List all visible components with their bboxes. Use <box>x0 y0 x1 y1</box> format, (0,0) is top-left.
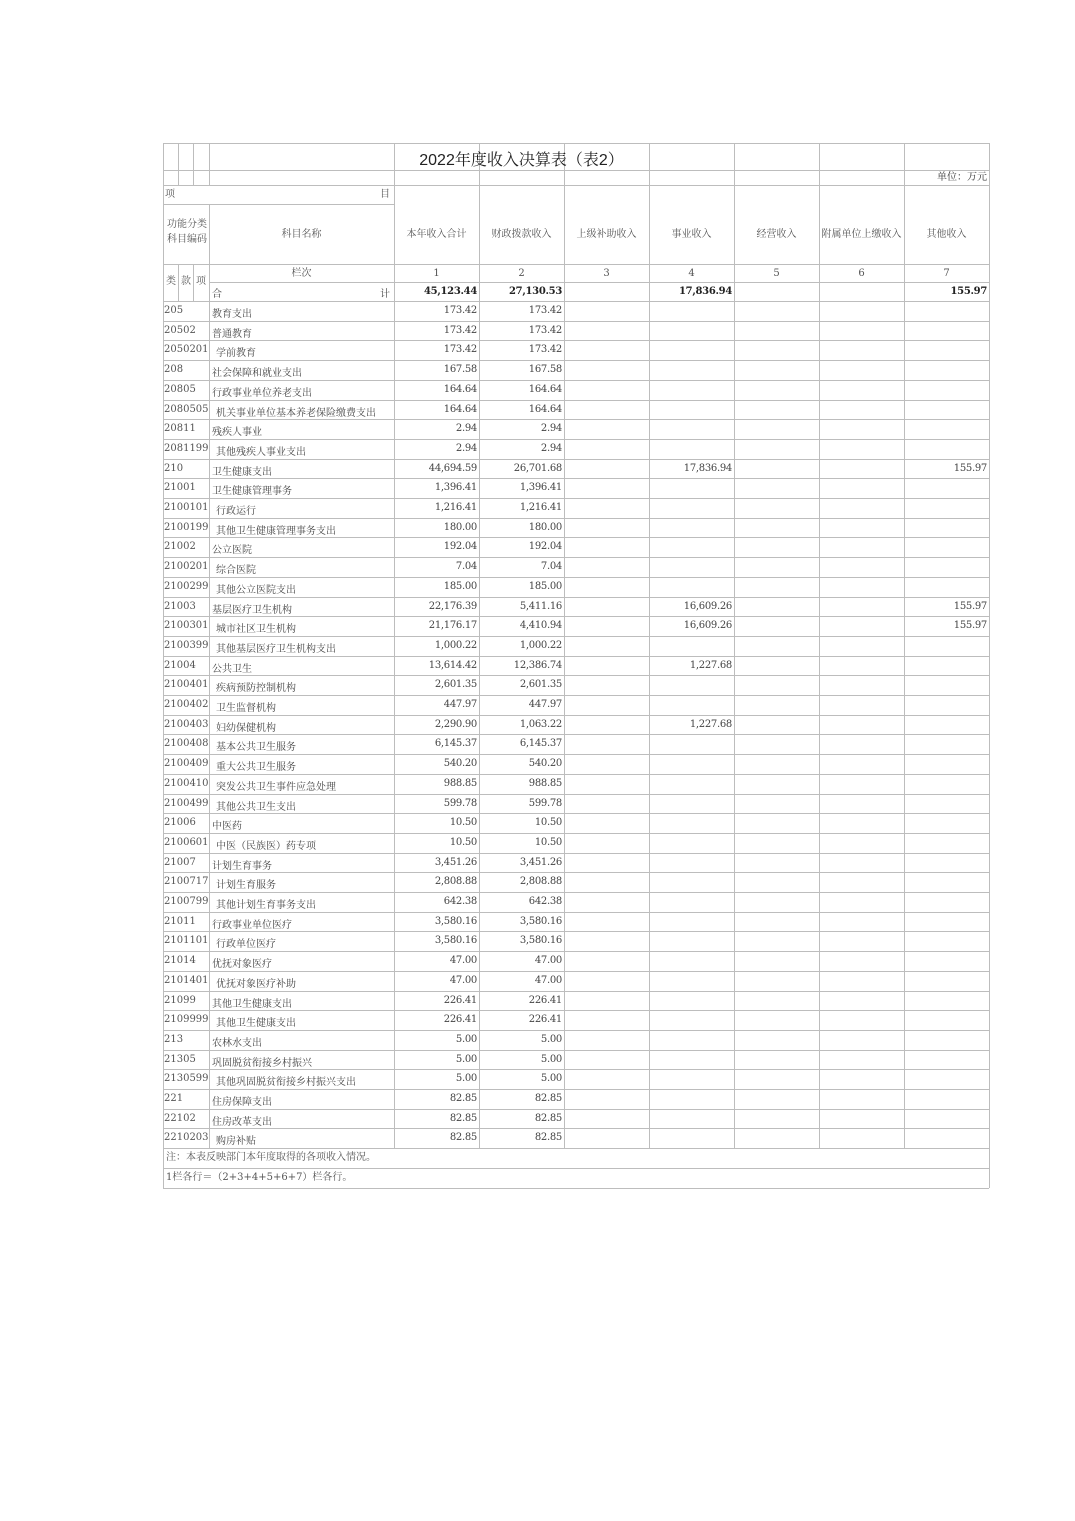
row-value: 3,580.16 <box>519 915 562 927</box>
grid-line <box>163 991 989 992</box>
row-code: 210 <box>164 462 184 474</box>
row-name: 基层医疗卫生机构 <box>212 604 292 616</box>
row-name: 残疾人事业 <box>212 427 262 439</box>
row-value: 642.38 <box>528 896 562 907</box>
grid-line <box>163 185 989 186</box>
row-code: 21007 <box>164 856 196 868</box>
row-value: 2.94 <box>540 442 562 454</box>
row-code: 21305 <box>164 1053 196 1065</box>
row-value: 2.94 <box>455 442 477 454</box>
row-value: 47.00 <box>534 955 562 967</box>
row-value: 1,216.41 <box>519 502 562 513</box>
grid-line <box>163 715 989 716</box>
row-value: 988.85 <box>443 777 477 789</box>
column-number-7: 7 <box>943 268 950 279</box>
row-value: 1,000.22 <box>519 639 562 651</box>
row-value: 7.04 <box>540 561 562 573</box>
grid-line <box>163 971 989 972</box>
total-value-4: 17,836.94 <box>679 286 732 297</box>
row-name: 妇幼保健机构 <box>216 722 276 734</box>
grid-line <box>163 143 989 144</box>
row-value: 180.00 <box>443 521 477 533</box>
row-code: 2100717 <box>164 876 209 888</box>
note-2: 1栏各行＝（2+3+4+5+6+7）栏各行。 <box>166 1172 353 1184</box>
row-value: 13,614.42 <box>428 659 477 671</box>
row-name: 优抚对象医疗 <box>212 959 272 971</box>
row-value: 16,609.26 <box>683 620 732 632</box>
row-value: 5.00 <box>455 1053 477 1065</box>
row-value: 164.64 <box>528 403 562 415</box>
grid-line <box>649 143 650 170</box>
row-value: 2,601.35 <box>519 679 562 691</box>
row-value: 82.85 <box>449 1093 477 1104</box>
grid-line <box>163 853 989 854</box>
grid-line <box>904 143 905 170</box>
row-code: 208 <box>164 364 184 376</box>
row-value: 155.97 <box>953 600 987 612</box>
total-value-1: 45,123.44 <box>424 286 477 297</box>
row-value: 226.41 <box>443 1014 477 1026</box>
row-code: 2100301 <box>164 620 209 632</box>
row-value: 3,580.16 <box>434 915 477 927</box>
grid-line <box>163 1188 989 1189</box>
grid-line <box>163 1030 989 1031</box>
row-value: 3,451.26 <box>519 856 562 868</box>
grid-line <box>163 557 989 558</box>
grid-line <box>163 734 989 735</box>
grid-line <box>163 459 989 460</box>
grid-line <box>479 170 480 185</box>
row-value: 10.50 <box>449 836 477 848</box>
note-1: 注：本表反映部门本年度取得的各项收入情况。 <box>166 1152 376 1164</box>
row-value: 173.42 <box>528 324 562 336</box>
grid-line <box>163 498 989 499</box>
row-value: 1,396.41 <box>434 482 477 494</box>
row-name: 其他卫生健康支出 <box>212 998 292 1010</box>
grid-line <box>163 833 989 834</box>
row-value: 164.64 <box>443 403 477 415</box>
row-code: 21099 <box>164 994 196 1006</box>
grid-line <box>163 537 989 538</box>
row-value: 173.42 <box>443 305 477 316</box>
row-name: 其他卫生健康管理事务支出 <box>216 525 336 537</box>
row-code: 2100101 <box>164 502 209 513</box>
row-value: 185.00 <box>443 580 477 592</box>
grid-line <box>163 656 989 657</box>
column-header-6: 附属单位上缴收入 <box>821 229 902 240</box>
row-value: 167.58 <box>528 364 562 376</box>
row-name: 住房保障支出 <box>212 1097 272 1108</box>
grid-line <box>163 518 989 519</box>
grid-line <box>734 143 735 170</box>
row-name: 疾病预防控制机构 <box>216 683 296 695</box>
row-name: 行政事业单位养老支出 <box>212 387 312 399</box>
row-code: 20502 <box>164 324 196 336</box>
row-code: 20811 <box>164 423 196 435</box>
row-code: 21001 <box>164 482 196 494</box>
row-code: 2100299 <box>164 580 209 592</box>
total-value-2: 27,130.53 <box>509 286 562 297</box>
row-value: 173.42 <box>528 344 562 356</box>
column-header-4: 事业收入 <box>671 229 712 240</box>
kuan-label: 款 <box>181 276 191 287</box>
row-value: 599.78 <box>528 797 562 809</box>
row-value: 82.85 <box>534 1093 562 1104</box>
row-value: 2,808.88 <box>519 876 562 888</box>
row-value: 10.50 <box>534 817 562 829</box>
row-code: 2050201 <box>164 344 209 356</box>
row-value: 1,396.41 <box>519 482 562 494</box>
row-value: 226.41 <box>528 994 562 1006</box>
row-code: 2081199 <box>164 442 209 454</box>
grid-line <box>163 419 989 420</box>
row-name: 其他公立医院支出 <box>216 584 296 596</box>
grid-line <box>564 185 565 1148</box>
row-name: 突发公共卫生事件应急处理 <box>216 781 336 793</box>
grid-line <box>193 143 194 185</box>
total-right-label: 计 <box>380 289 390 300</box>
grid-line <box>163 774 989 775</box>
grid-line <box>989 143 990 1188</box>
total-left-label: 合 <box>212 289 222 300</box>
row-code: 21014 <box>164 955 196 967</box>
row-value: 164.64 <box>528 383 562 395</box>
row-value: 540.20 <box>528 758 562 770</box>
column-header-7: 其他收入 <box>926 229 967 240</box>
row-name: 社会保障和就业支出 <box>212 368 302 380</box>
row-name: 城市社区卫生机构 <box>216 624 296 636</box>
row-code: 2100402 <box>164 699 209 710</box>
row-value: 82.85 <box>534 1132 562 1144</box>
row-name: 其他基层医疗卫生机构支出 <box>216 643 336 655</box>
row-value: 164.64 <box>443 383 477 395</box>
xiang-label: 项 <box>196 276 206 287</box>
row-name: 基本公共卫生服务 <box>216 742 296 754</box>
grid-line <box>163 931 989 932</box>
code-label: 功能分类科目编码 <box>167 219 207 245</box>
row-code: 2080505 <box>164 403 209 415</box>
grid-line <box>178 143 179 185</box>
column-number-3: 3 <box>603 268 610 279</box>
row-value: 5.00 <box>540 1033 562 1045</box>
grid-line <box>163 1148 989 1149</box>
row-value: 2,601.35 <box>434 679 477 691</box>
grid-line <box>178 264 179 301</box>
unit-label: 单位：万元 <box>937 172 987 183</box>
row-value: 5.00 <box>455 1073 477 1085</box>
row-value: 155.97 <box>953 462 987 474</box>
grid-line <box>163 912 989 913</box>
row-value: 10.50 <box>534 836 562 848</box>
row-value: 1,000.22 <box>434 639 477 651</box>
row-name: 卫生健康支出 <box>212 466 272 478</box>
row-name: 教育支出 <box>212 309 252 320</box>
row-name: 农林水支出 <box>212 1037 262 1049</box>
row-value: 5.00 <box>540 1053 562 1065</box>
column-header-3: 上级补助收入 <box>576 229 637 240</box>
row-name: 中医药 <box>212 821 242 833</box>
row-value: 10.50 <box>449 817 477 829</box>
row-code: 2100201 <box>164 561 209 573</box>
grid-line <box>819 185 820 1148</box>
income-statement-sheet <box>163 143 989 1188</box>
grid-line <box>163 813 989 814</box>
row-value: 226.41 <box>443 994 477 1006</box>
row-value: 47.00 <box>449 955 477 967</box>
grid-line <box>163 675 989 676</box>
row-value: 47.00 <box>449 974 477 986</box>
grid-line <box>193 264 194 301</box>
row-value: 6,145.37 <box>434 738 477 750</box>
column-header-2: 财政拨款收入 <box>491 229 552 240</box>
row-value: 3,451.26 <box>434 856 477 868</box>
row-code: 2100199 <box>164 521 209 533</box>
grid-line <box>163 951 989 952</box>
row-name: 普通教育 <box>212 328 252 340</box>
grid-line <box>163 439 989 440</box>
row-value: 5.00 <box>455 1033 477 1045</box>
row-code: 2100410 <box>164 777 209 789</box>
grid-line <box>819 143 820 170</box>
row-name: 中医（民族医）药专项 <box>216 840 316 852</box>
row-code: 2100403 <box>164 718 209 730</box>
row-code: 2210203 <box>164 1132 209 1144</box>
row-value: 12,386.74 <box>513 659 562 671</box>
grid-line <box>163 1050 989 1051</box>
row-code: 2100799 <box>164 896 209 907</box>
row-value: 6,145.37 <box>519 738 562 750</box>
grid-line <box>163 360 989 361</box>
row-name: 行政运行 <box>216 506 256 517</box>
row-code: 21004 <box>164 659 196 671</box>
row-value: 447.97 <box>443 699 477 710</box>
column-number-2: 2 <box>518 268 525 279</box>
grid-line <box>163 1010 989 1011</box>
grid-line <box>163 1128 989 1129</box>
row-value: 180.00 <box>528 521 562 533</box>
grid-line <box>163 1069 989 1070</box>
row-value: 988.85 <box>528 777 562 789</box>
row-code: 2100499 <box>164 797 209 809</box>
row-name: 卫生监督机构 <box>216 703 276 714</box>
row-name: 综合医院 <box>216 565 256 577</box>
row-value: 1,216.41 <box>434 502 477 513</box>
grid-line <box>649 170 650 185</box>
grid-line <box>163 636 989 637</box>
row-value: 155.97 <box>953 620 987 632</box>
row-code: 2130599 <box>164 1073 209 1085</box>
project-left-label: 项 <box>165 189 175 200</box>
row-code: 21003 <box>164 600 196 612</box>
grid-line <box>394 170 395 185</box>
row-value: 226.41 <box>528 1014 562 1026</box>
row-name: 其他巩固脱贫衔接乡村振兴支出 <box>216 1077 356 1089</box>
row-value: 17,836.94 <box>683 462 732 474</box>
row-value: 82.85 <box>449 1112 477 1124</box>
row-value: 540.20 <box>443 758 477 770</box>
row-name: 重大公共卫生服务 <box>216 762 296 774</box>
row-name: 计划生育服务 <box>216 880 276 892</box>
column-number-1: 1 <box>433 268 440 279</box>
project-right-label: 目 <box>380 189 390 200</box>
row-code: 2101401 <box>164 974 209 986</box>
row-number-label: 栏次 <box>291 268 312 279</box>
grid-line <box>163 1168 989 1169</box>
row-name: 其他残疾人事业支出 <box>216 446 306 458</box>
grid-line <box>163 400 989 401</box>
grid-line <box>163 170 989 171</box>
row-code: 21011 <box>164 915 196 927</box>
row-code: 21002 <box>164 541 196 553</box>
total-value-7: 155.97 <box>950 286 987 297</box>
column-number-4: 4 <box>688 268 695 279</box>
row-value: 1,063.22 <box>519 718 562 730</box>
grid-line <box>163 872 989 873</box>
report-title: 2022年度收入决算表（表2） <box>419 152 624 169</box>
grid-line <box>564 170 565 185</box>
row-name: 公立医院 <box>212 545 252 557</box>
row-value: 192.04 <box>528 541 562 553</box>
grid-line <box>163 892 989 893</box>
row-name: 住房改革支出 <box>212 1116 272 1128</box>
row-code: 2100601 <box>164 836 209 848</box>
row-code: 205 <box>164 305 184 316</box>
row-value: 2,290.90 <box>434 718 477 730</box>
grid-line <box>163 616 989 617</box>
row-value: 599.78 <box>443 797 477 809</box>
grid-line <box>209 143 210 185</box>
grid-line <box>163 204 394 205</box>
grid-line <box>163 340 989 341</box>
grid-line <box>163 264 989 265</box>
column-header-5: 经营收入 <box>756 229 797 240</box>
name-label: 科目名称 <box>281 229 322 240</box>
row-value: 185.00 <box>528 580 562 592</box>
grid-line <box>734 185 735 1148</box>
row-name: 学前教育 <box>216 348 256 360</box>
grid-line <box>904 185 905 1148</box>
row-name: 其他卫生健康支出 <box>216 1018 296 1030</box>
row-value: 173.42 <box>443 324 477 336</box>
row-value: 82.85 <box>449 1132 477 1144</box>
row-value: 21,176.17 <box>428 620 477 632</box>
row-value: 16,609.26 <box>683 600 732 612</box>
row-code: 2109999 <box>164 1014 209 1026</box>
row-value: 173.42 <box>528 305 562 316</box>
grid-line <box>819 170 820 185</box>
grid-line <box>163 478 989 479</box>
row-value: 3,580.16 <box>519 935 562 947</box>
row-code: 2100399 <box>164 639 209 651</box>
row-name: 其他计划生育事务支出 <box>216 900 316 911</box>
row-value: 447.97 <box>528 699 562 710</box>
row-code: 22102 <box>164 1112 196 1124</box>
grid-line <box>163 577 989 578</box>
grid-line <box>163 301 989 302</box>
row-value: 7.04 <box>455 561 477 573</box>
row-value: 167.58 <box>443 364 477 376</box>
row-value: 1,227.68 <box>689 659 732 671</box>
grid-line <box>163 321 989 322</box>
grid-line <box>163 380 989 381</box>
column-number-5: 5 <box>773 268 780 279</box>
row-code: 2101101 <box>164 935 209 947</box>
row-name: 计划生育事务 <box>212 860 272 872</box>
row-value: 2.94 <box>455 423 477 435</box>
row-value: 642.38 <box>443 896 477 907</box>
row-name: 行政单位医疗 <box>216 939 276 951</box>
grid-line <box>163 794 989 795</box>
row-value: 173.42 <box>443 344 477 356</box>
grid-line <box>734 170 735 185</box>
row-value: 1,227.68 <box>689 718 732 730</box>
row-value: 192.04 <box>443 541 477 553</box>
row-value: 3,580.16 <box>434 935 477 947</box>
row-code: 21006 <box>164 817 196 829</box>
row-value: 47.00 <box>534 974 562 986</box>
grid-line <box>163 1109 989 1110</box>
row-name: 公共卫生 <box>212 663 252 675</box>
row-name: 巩固脱贫衔接乡村振兴 <box>212 1057 312 1069</box>
row-code: 2100409 <box>164 758 209 770</box>
row-value: 4,410.94 <box>519 620 562 632</box>
row-code: 221 <box>164 1093 184 1104</box>
row-name: 其他公共卫生支出 <box>216 801 296 813</box>
grid-line <box>163 597 989 598</box>
row-value: 5,411.16 <box>519 600 562 612</box>
row-code: 2100408 <box>164 738 209 750</box>
column-header-1: 本年收入合计 <box>406 229 467 240</box>
grid-line <box>163 695 989 696</box>
column-number-6: 6 <box>858 268 865 279</box>
grid-line <box>209 282 989 283</box>
grid-line <box>163 754 989 755</box>
row-code: 2100401 <box>164 679 209 691</box>
row-value: 5.00 <box>540 1073 562 1085</box>
lei-label: 类 <box>166 276 176 287</box>
row-name: 优抚对象医疗补助 <box>216 978 296 990</box>
row-value: 44,694.59 <box>428 462 477 474</box>
row-value: 22,176.39 <box>428 600 477 612</box>
row-name: 机关事业单位基本养老保险缴费支出 <box>216 407 376 419</box>
grid-line <box>209 204 210 1148</box>
row-value: 2.94 <box>540 423 562 435</box>
row-name: 行政事业单位医疗 <box>212 919 292 931</box>
row-value: 2,808.88 <box>434 876 477 888</box>
row-value: 26,701.68 <box>513 462 562 474</box>
row-name: 卫生健康管理事务 <box>212 486 292 498</box>
row-code: 20805 <box>164 383 196 395</box>
row-value: 82.85 <box>534 1112 562 1124</box>
row-name: 购房补贴 <box>216 1136 256 1148</box>
row-code: 213 <box>164 1033 184 1045</box>
grid-line <box>163 1089 989 1090</box>
